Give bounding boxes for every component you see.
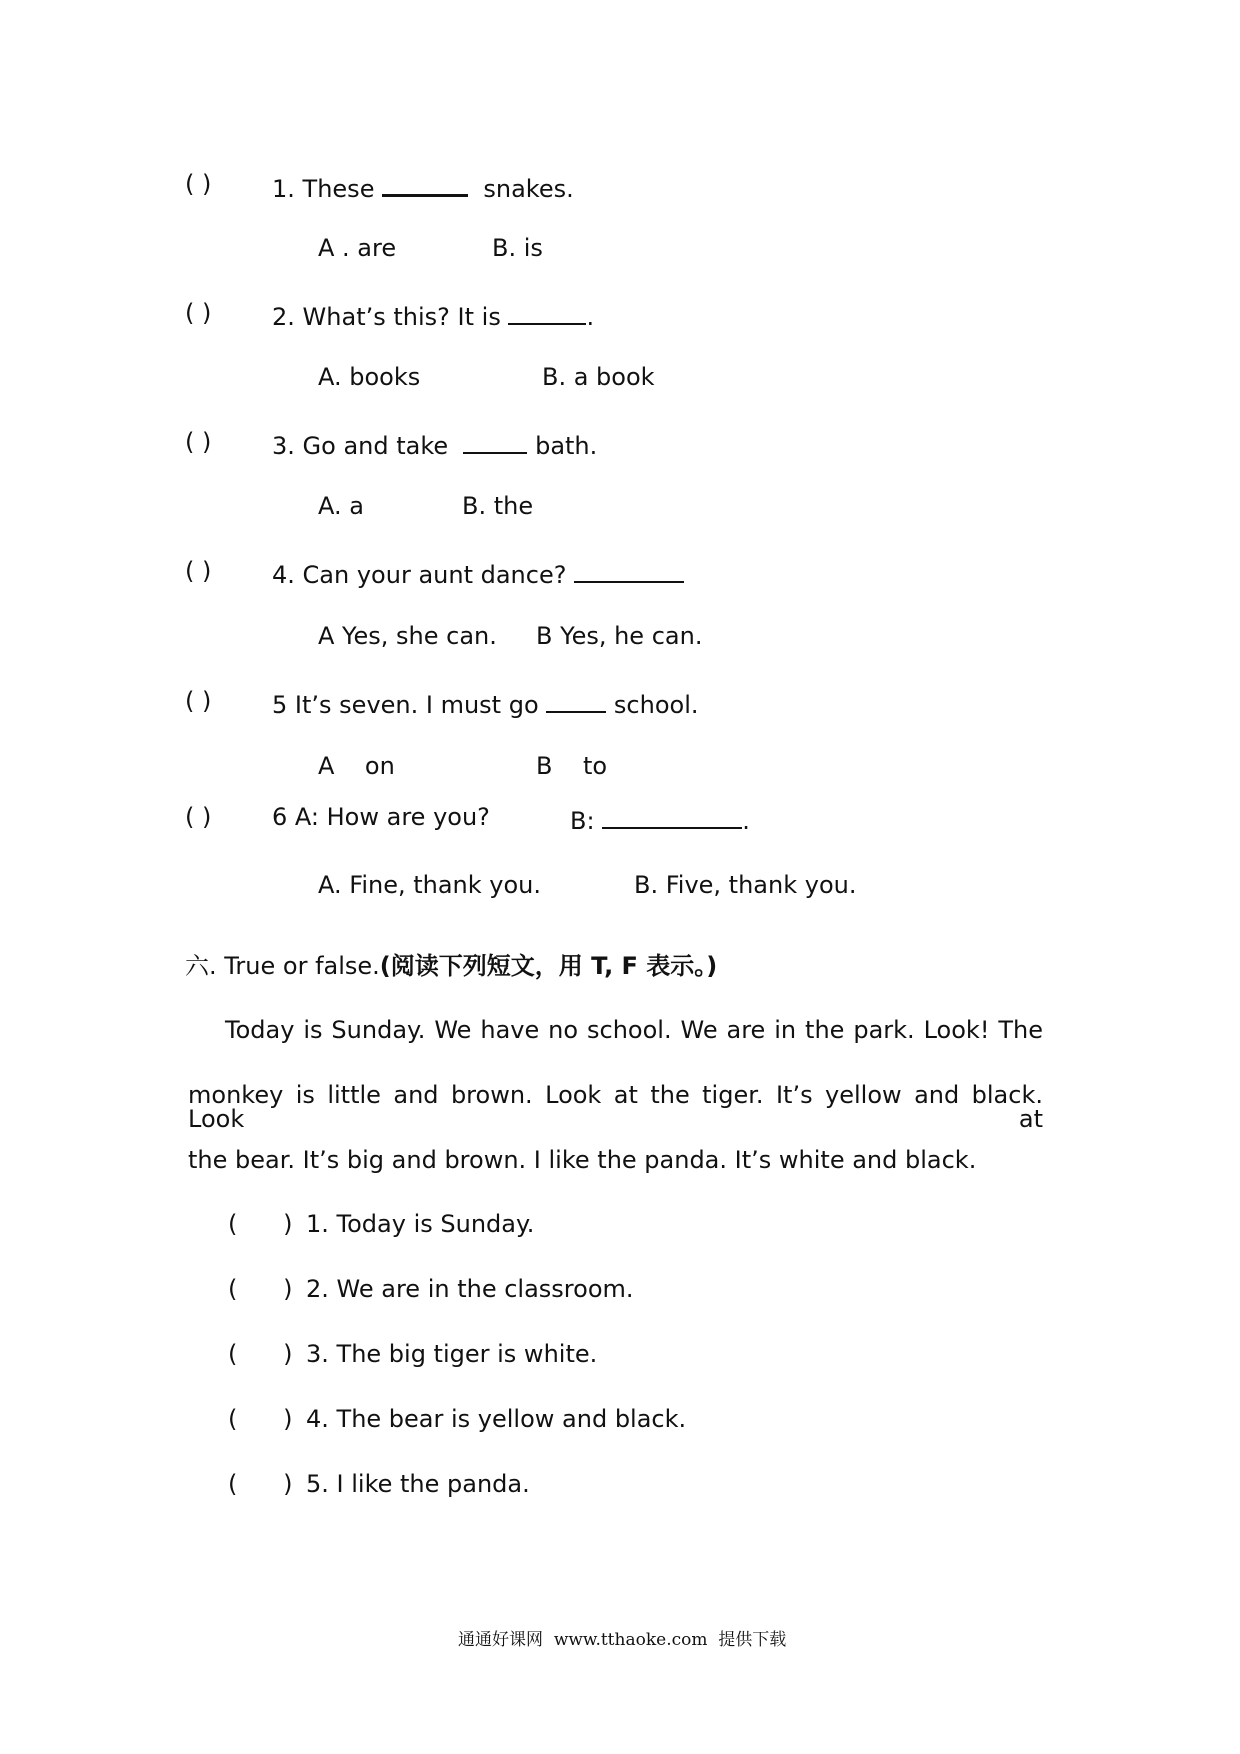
answer-parentheses[interactable]: ( ) [228,1405,293,1433]
question-number: 2. [272,303,295,331]
footer-url[interactable]: www.tthaoke.com [553,1630,708,1650]
option-b: B. a book [542,363,655,391]
question-number: 4. [272,561,295,589]
question-number: 1. [272,175,295,203]
answer-parentheses[interactable]: ( ) [185,299,212,327]
answer-parentheses[interactable]: ( ) [228,1275,293,1303]
question-text-after: school. [613,691,699,719]
answer-blank [546,689,606,713]
answer-blank [602,805,742,829]
footer-note: 提供下载 [718,1630,787,1650]
question-6-reply [570,805,750,833]
question-number: 5 [272,691,288,719]
question-number: 3. [272,432,295,460]
question-text-before: A: How are you? [294,803,490,831]
answer-parentheses[interactable]: ( ) [185,428,212,456]
page-footer [458,1632,786,1649]
option-b: B. is [492,234,543,262]
passage-line-1: Today is Sunday. We have no school. We are in the park. Look! The [225,1016,1043,1044]
answer-parentheses[interactable]: ( ) [228,1340,293,1368]
answer-parentheses[interactable]: ( ) [228,1210,293,1238]
speaker-b-label: B: [570,807,595,835]
statement-text: 3. The big tiger is white. [306,1340,598,1368]
option-b: B to [536,752,608,780]
option-b: B. Five, thank you. [634,871,857,899]
question-6-text [272,805,490,829]
answer-parentheses[interactable]: ( ) [228,1470,293,1498]
question-text-before: Go and take [302,432,449,460]
option-b: B. the [462,492,534,520]
question-3-text [272,430,597,458]
question-text-before: These [302,175,375,203]
question-text-after: snakes. [483,175,574,203]
passage-line-3: the bear. It’s big and brown. I like the panda. It’s white and black. [188,1146,977,1174]
answer-blank [382,172,468,197]
question-2-text [272,301,594,329]
section-number: 六. [185,952,217,980]
question-text-after: . [742,807,750,835]
option-a: A. Fine, thank you. [318,871,542,899]
answer-blank [508,301,586,325]
question-4-text [272,559,684,587]
option-a: A Yes, she can. [318,622,497,650]
section-title: True or false. [224,952,380,980]
section-instruction: (阅读下列短文，用 T, F 表示。) [379,952,718,980]
statement-text: 4. The bear is yellow and black. [306,1405,687,1433]
option-a: A . are [318,234,397,262]
statement-text: 1. Today is Sunday. [306,1210,535,1238]
option-a: A on [318,752,395,780]
answer-parentheses[interactable]: ( ) [185,687,212,715]
answer-blank [574,559,684,583]
option-b: B Yes, he can. [536,622,703,650]
section-heading [185,954,717,978]
question-1-text [272,172,574,201]
answer-parentheses[interactable]: ( ) [185,557,212,585]
question-text-before: What’s this? It is [302,303,501,331]
answer-blank [463,430,527,454]
question-text-before: Can your aunt dance? [302,561,567,589]
question-5-text [272,689,699,717]
answer-parentheses[interactable]: ( ) [185,170,212,198]
passage-line-2: monkey is little and brown. Look at the tiger. It’s yellow and black. Look at [188,1081,1043,1133]
question-text-after: bath. [535,432,598,460]
question-text-before: It’s seven. I must go [294,691,539,719]
question-number: 6 [272,803,288,831]
statement-text: 5. I like the panda. [306,1470,530,1498]
option-a: A. books [318,363,421,391]
question-text-after: . [586,303,595,331]
option-a: A. a [318,492,364,520]
statement-text: 2. We are in the classroom. [306,1275,634,1303]
footer-site-name: 通通好课网 [458,1630,543,1650]
answer-parentheses[interactable]: ( ) [185,803,212,831]
